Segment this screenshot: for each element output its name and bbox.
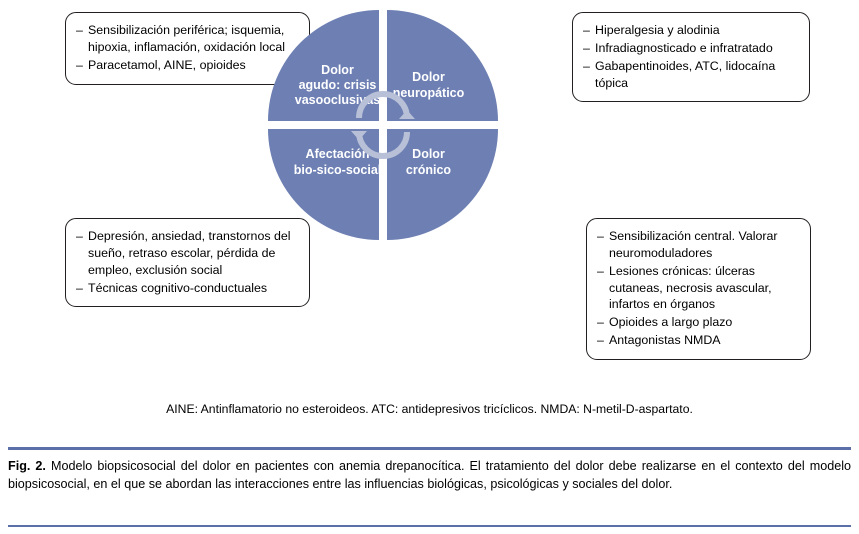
abbreviations-footnote: AINE: Antinflamatorio no esteroideos. ATC: antidepresivos tricíclicos. NMDA: N-metil-D-aspartato. (166, 402, 693, 416)
quadrant-label: Afectación bio-sico-social (293, 147, 382, 177)
callout-list (583, 22, 797, 91)
list-item: – Sensibilización central. Valorar neuromoduladores (597, 228, 798, 262)
figure-caption-text: Modelo biopsicosocial del dolor en pacientes con anemia drepanocítica. El tratamiento del dolor debe realizarse en el contexto del modelo biopsicosocial, en el que se abordan las interacciones entre las influencias biológicas, psicológicas y sociales del dolor. (8, 459, 852, 491)
list-item: – Gabapentinoides, ATC, lidocaína tópica (583, 58, 797, 92)
quadrant-label: Dolor agudo: crisis vasooclusivas (294, 62, 381, 108)
list-item: – Sensibilización periférica; isquemia, hipoxia, inflamación, oxidación local (76, 22, 297, 56)
callout-list (76, 228, 297, 296)
callout-list (76, 22, 297, 74)
callout-chronic-pain (586, 218, 811, 360)
caption-top-rule (8, 447, 851, 450)
list-item: – Depresión, ansiedad, transtornos del sueño, retraso escolar, pérdida de empleo, exclusión social (76, 228, 297, 279)
figure-caption (8, 458, 851, 494)
quadrant-label: Dolor neuropático (392, 70, 465, 100)
list-item: – Hiperalgesia y alodinia (583, 22, 797, 39)
list-item: – Opioides a largo plazo (597, 314, 798, 331)
callout-list (597, 228, 798, 349)
quadrant-neuropathic-pain (387, 10, 498, 121)
quadrant-label: Dolor crónico (405, 147, 452, 177)
quadrant-chronic-pain (387, 129, 498, 240)
list-item: – Paracetamol, AINE, opioides (76, 57, 297, 74)
quadrant-acute-pain (268, 10, 379, 121)
callout-neuropathic-pain (572, 12, 810, 102)
quadrant-biopsychosocial (268, 129, 382, 240)
list-item: – Lesiones crónicas: úlceras cutaneas, necrosis avascular, infartos en órganos (597, 263, 798, 314)
figure-number: Fig. 2. (8, 459, 46, 473)
quadrant-circle (268, 10, 498, 240)
list-item: – Antagonistas NMDA (597, 332, 798, 349)
list-item: – Técnicas cognitivo-conductuales (76, 280, 297, 297)
list-item: – Infradiagnosticado e infratratado (583, 40, 797, 57)
caption-bottom-rule (8, 525, 851, 527)
